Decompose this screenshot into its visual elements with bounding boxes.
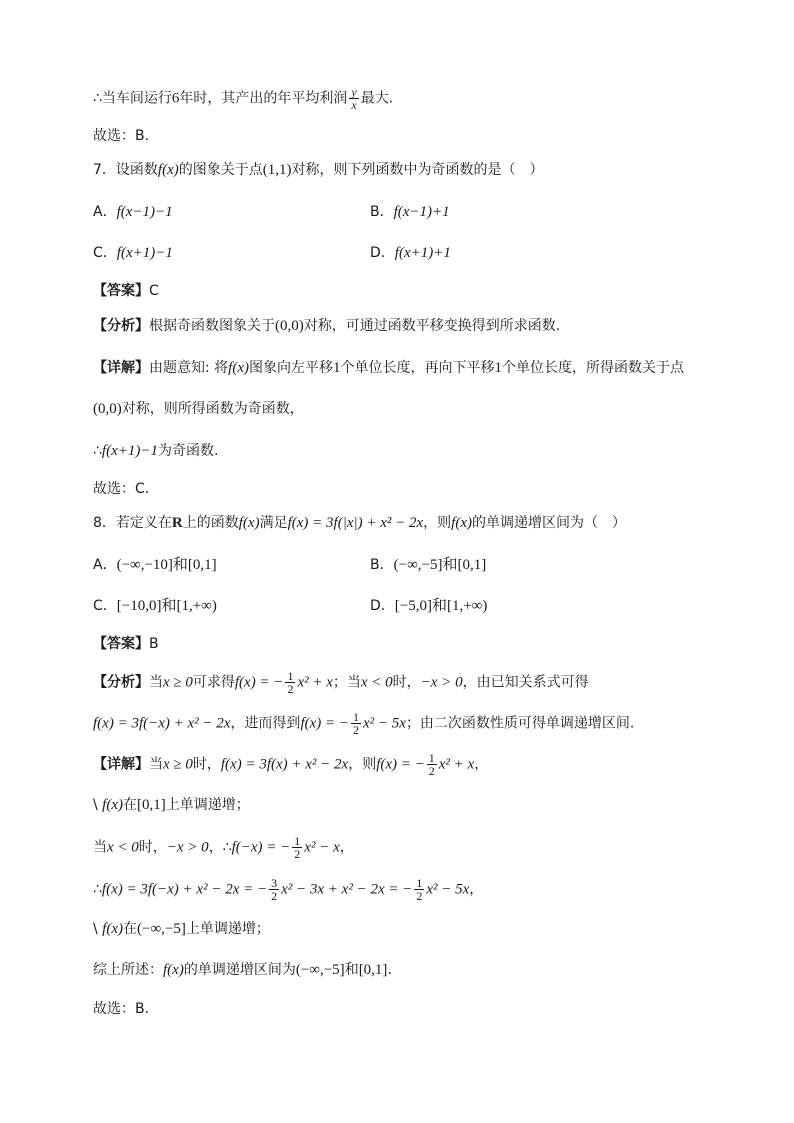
option-label: B． [370, 557, 394, 573]
fraction [269, 877, 279, 902]
math: x² + x [297, 674, 333, 691]
q8-option-d[interactable] [370, 596, 487, 616]
text: 满足 [259, 515, 288, 531]
q7-analysis [93, 316, 560, 336]
math: x ≥ 0 [163, 756, 193, 773]
answer-value: C [149, 283, 159, 299]
p6-selection: 故选：B. [93, 128, 150, 144]
text: 7．设函数 [93, 162, 158, 178]
text: 上单调递增； [185, 921, 270, 937]
math: x² + x [438, 756, 475, 773]
q8-summary [93, 960, 392, 980]
math: −x > 0 [420, 674, 463, 691]
math: x² − 3x + x² − 2x = − [281, 881, 413, 898]
math: f(x) = − [376, 756, 425, 773]
math: R [171, 515, 183, 531]
text: ，则 [423, 515, 452, 531]
text: ，∴ [208, 839, 232, 856]
q8-option-a[interactable] [93, 555, 217, 575]
text: 当 [149, 756, 163, 773]
text: ，由已知关系式可得 [462, 674, 589, 691]
text: 由题意知: 将 [149, 360, 229, 376]
q7-option-c[interactable] [93, 243, 173, 263]
numerator: 3 [271, 876, 278, 890]
math: x < 0 [107, 839, 139, 856]
denominator: 2 [271, 889, 278, 903]
math: −x > 0 [166, 839, 209, 856]
text: 上单调递增； [165, 797, 250, 813]
text: 根据奇函数图象关于 [149, 318, 275, 334]
option-math: (−∞,−10]和[0,1] [116, 557, 217, 573]
math: (−∞,−5] [137, 921, 186, 937]
numerator: y [351, 85, 357, 99]
q7-option-b[interactable] [370, 202, 450, 222]
text: 年时，其产出的年平均利润 [179, 90, 348, 107]
q8-selection: 故选：B. [93, 1001, 150, 1017]
text: 时， [392, 674, 421, 691]
detail-tag: 【详解】 [93, 756, 149, 773]
q8-detail [93, 752, 488, 777]
numerator: 1 [294, 834, 301, 848]
p6-conclusion [93, 86, 393, 111]
math: f(x) [451, 515, 472, 531]
option-math: [−10,0]和[1,+∞) [116, 598, 217, 614]
math: f(x) [157, 162, 179, 178]
math: f(x) [163, 962, 184, 978]
math: f(x) = 3f(−x) + x² − 2x [93, 715, 231, 732]
option-label: D． [370, 245, 395, 261]
text: 当 [93, 839, 107, 856]
denominator: 2 [294, 847, 301, 861]
math: f(x) = 3f(x) + x² − 2x [220, 756, 349, 773]
numerator: 1 [287, 669, 294, 683]
denominator: 2 [416, 889, 423, 903]
option-label: C． [93, 245, 117, 261]
text: 在 [123, 797, 137, 813]
answer-tag: 【答案】 [93, 283, 149, 299]
text: 的单调递增区间为 [183, 962, 296, 978]
q7-option-d[interactable] [370, 243, 451, 263]
text: ；当 [332, 674, 361, 691]
text: 的单调递增区间为（ ） [471, 515, 626, 531]
text: 图象向左平移 [249, 360, 333, 376]
text: 时， [192, 756, 221, 773]
math: f(−x) = − [231, 839, 291, 856]
text: \ [93, 921, 98, 937]
q8-answer [93, 634, 159, 654]
math: x² − 5x [363, 715, 406, 732]
option-math: f(x+1)−1 [116, 245, 173, 261]
option-math: f(x+1)+1 [394, 245, 451, 261]
q8-option-b[interactable] [370, 555, 486, 575]
q8-analysis [93, 670, 589, 695]
math: (0,0) [93, 401, 122, 417]
text: ∴ [93, 881, 102, 898]
text: 和 [344, 962, 359, 978]
text: 的图象关于点 [178, 162, 263, 178]
math: 1 [333, 360, 341, 376]
math: [0,1] [358, 962, 388, 978]
option-label: C． [93, 598, 117, 614]
fraction [292, 835, 302, 860]
fraction [285, 670, 295, 695]
text: \ [93, 797, 98, 813]
text: ，进而得到 [230, 715, 301, 732]
numerator: 1 [353, 710, 359, 724]
text: 个单位长度，再向下平移 [340, 360, 495, 376]
numerator: 1 [428, 751, 435, 765]
text: ；由二次函数性质可得单调递增区间. [405, 715, 635, 732]
denominator: 2 [287, 682, 294, 696]
answer-value: B [149, 636, 159, 652]
q7-option-a[interactable] [93, 202, 173, 222]
option-label: B． [370, 204, 394, 220]
q8-detail-line2 [93, 795, 250, 815]
math: (1,1) [262, 162, 292, 178]
q8-analysis-cont [93, 711, 634, 736]
q7-stem [93, 160, 544, 180]
text: ∴当车间运行 [93, 90, 172, 107]
fraction [351, 711, 361, 736]
option-label: A． [93, 557, 117, 573]
text: 为奇函数. [157, 443, 219, 459]
text: 对称，则所得函数为奇函数， [121, 401, 304, 417]
math: (−∞,−5] [295, 962, 345, 978]
fraction [427, 752, 437, 777]
q7-detail-cont [93, 399, 304, 419]
text: 当 [149, 674, 163, 691]
detail-tag: 【详解】 [93, 360, 149, 376]
math: 6 [171, 90, 180, 107]
math: (0,0) [275, 318, 304, 334]
text: 上的函数 [182, 515, 239, 531]
option-label: D． [370, 598, 395, 614]
denominator: 2 [428, 764, 435, 778]
q7-answer [93, 281, 159, 301]
math: x ≥ 0 [163, 674, 193, 691]
text: 对称，可通过函数平移变换得到所求函数. [303, 318, 561, 334]
q7-detail [93, 358, 684, 378]
math: f(x) = 3f(−x) + x² − 2x = − [101, 881, 268, 898]
math: [0,1] [137, 797, 166, 813]
text: 个单位长度，所得函数关于点 [502, 360, 684, 376]
option-label: A． [93, 204, 117, 220]
math: f(x) [238, 515, 260, 531]
text: 最大. [360, 90, 394, 107]
math: f(x) = − [300, 715, 349, 732]
math: 1 [494, 360, 502, 376]
text: ， [469, 881, 484, 898]
q8-detail-line5 [93, 919, 270, 939]
text: 综上所述： [93, 962, 163, 978]
q8-detail-line3 [93, 835, 354, 860]
text: ， [339, 839, 354, 856]
denominator: 2 [353, 723, 359, 737]
answer-tag: 【答案】 [93, 636, 149, 652]
q8-detail-line4 [93, 877, 483, 902]
math: f(x) = 3f(|x|) + x² − 2x [287, 515, 424, 531]
q8-option-c[interactable] [93, 596, 217, 616]
option-math: (−∞,−5]和[0,1] [393, 557, 487, 573]
option-math: [−5,0]和[1,+∞) [394, 598, 488, 614]
text: ∴ [93, 443, 102, 459]
text: . [387, 962, 392, 978]
text: 时， [138, 839, 167, 856]
text: 8．若定义在 [93, 515, 172, 531]
analysis-tag: 【分析】 [93, 318, 149, 334]
text: 对称，则下列函数中为奇函数的是（ ） [291, 162, 544, 178]
option-math: f(x−1)+1 [393, 204, 450, 220]
q7-detail-conclusion [93, 441, 218, 461]
text: ， [474, 756, 489, 773]
denominator: x [351, 98, 357, 112]
fraction-y-over-x [349, 86, 358, 111]
math: x² − 5x [426, 881, 470, 898]
math: x² − x [304, 839, 340, 856]
option-math: f(x−1)−1 [116, 204, 173, 220]
math: f(x+1)−1 [101, 443, 158, 459]
math: f(x) = − [234, 674, 284, 691]
math: f(x) [102, 797, 123, 813]
q7-selection: 故选：C. [93, 481, 150, 497]
text: 可求得 [192, 674, 235, 691]
analysis-tag: 【分析】 [93, 674, 149, 691]
numerator: 1 [416, 876, 423, 890]
math: x < 0 [360, 674, 393, 691]
q8-stem [93, 513, 626, 533]
text: 在 [123, 921, 137, 937]
fraction [414, 877, 424, 902]
text: ，则 [348, 756, 377, 773]
math: f(x) [228, 360, 249, 376]
math: f(x) [102, 921, 123, 937]
